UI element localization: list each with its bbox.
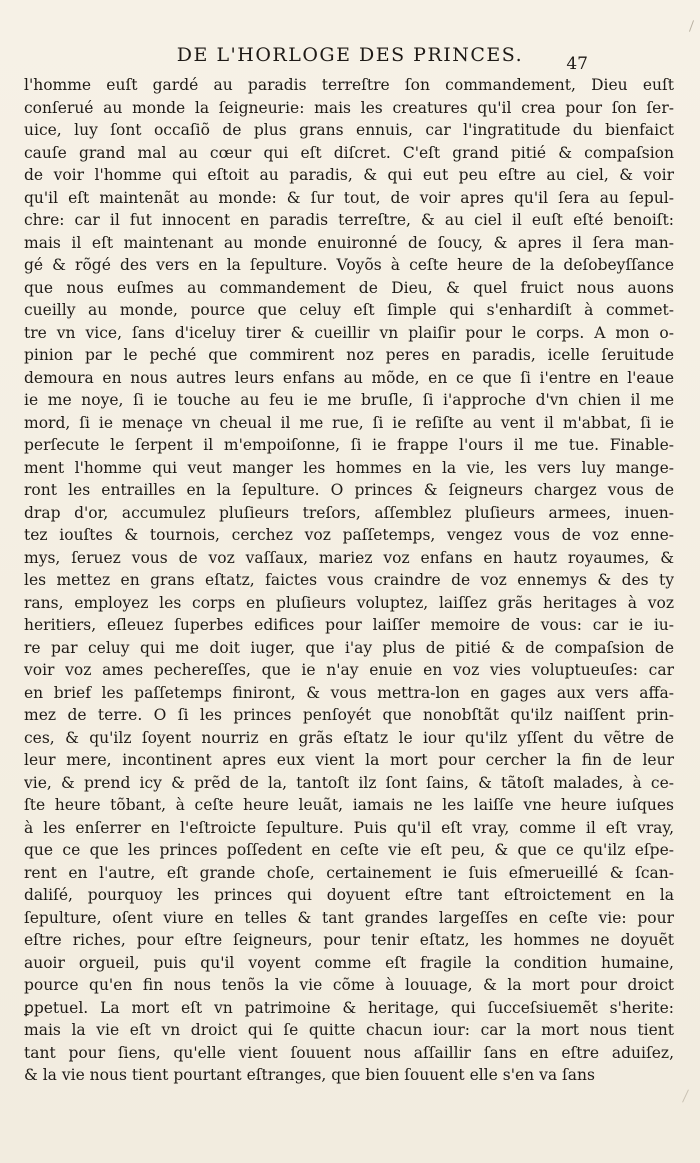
text-line: pinion par le peché que commirent noz peres en paradis, icelle ſeruitude	[24, 346, 674, 364]
text-line: voir voz ames pechereſſes, que ie n'ay enuie en voz vies voluptueuſes: car	[24, 661, 674, 679]
text-line: les mettez en grans eſtatz, faictes vous craindre de voz ennemys & des ty	[24, 571, 674, 589]
text-line: ment l'homme qui veut manger les hommes en la vie, les vers luy mange-	[24, 458, 674, 477]
text-line: leur mere, incontinent apres eux vient la mort pour cercher la fin de leur	[24, 751, 674, 769]
text-line: re par celuy qui me doit iuger, que i'ay plus de pitié & de compaſsion de	[24, 638, 674, 657]
text-line: l'homme euſt gardé au paradis terreſtre ſon commandement, Dieu euſt	[24, 76, 674, 94]
text-line: que ce que les princes poſſedent en ceſte vie eſt peu, & que ce qu'ilz eſpe-	[24, 841, 674, 859]
text-line: uice, luy ſont occaſiõ de plus grans ennuis, car l'ingratitude du bienfaict	[24, 121, 674, 139]
text-line: & la vie nous tient pourtant eſtranges, que bien ſouuent elle s'en va ſans	[24, 1066, 595, 1084]
body-text	[24, 74, 674, 1087]
text-line: daliſé, pourquoy les princes qui doyuent eſtre tant eſtroictement en la	[24, 886, 674, 904]
text-line: drap d'or, accumulez pluſieurs treſors, aſſemblez pluſieurs armees, inuen-	[24, 503, 674, 522]
text-line: auoir orgueil, puis qu'il voyent comme eſt fragile la condition humaine,	[24, 953, 674, 972]
edge-mark	[689, 20, 694, 32]
text-line: tre vn vice, ſans d'iceluy tirer & cueillir vn plaiſir pour le corps. A mon o-	[24, 323, 674, 342]
edge-mark	[682, 1089, 689, 1102]
text-line: conſerué au monde la ſeigneurie: mais les creatures qu'il crea pour ſon ſer-	[24, 98, 674, 117]
text-line: ſepulture, oſent viure en telles & tant grandes largeſſes en ceſte vie: pour	[24, 908, 674, 927]
text-line: ie me noye, ſi ie touche au feu ie me bruſle, ſi i'approche d'vn chien il me	[24, 391, 674, 409]
text-line: qu'il eſt maintenãt au monde: & ſur tout, de voir apres qu'il ſera au ſepul-	[24, 188, 674, 207]
text-line: que nous euſmes au commandement de Dieu, & quel fruict nous auons	[24, 278, 674, 297]
text-line: heritiers, eſleuez ſuperbes edifices pour laiſſer memoire de vous: car ie iu-	[24, 616, 674, 634]
text-line: pource qu'en fin nous tenõs la vie cõme à louuage, & la mort pour droict	[24, 976, 674, 994]
text-line: tant pour ſiens, qu'elle vient ſouuent nous aſſaillir ſans en eſtre aduiſez,	[24, 1043, 674, 1062]
page-number: 47	[566, 54, 588, 74]
text-line: mord, ſi ie menaçe vn cheual il me rue, ſi ie reſiſte au vent il m'abbat, ſi ie	[24, 413, 674, 432]
text-line: ces, & qu'ilz ſoyent nourriz en grãs eſtatz le iour qu'ilz yſſent du vẽtre de	[24, 728, 674, 747]
text-line: perſecute le ſerpent il m'empoiſonne, ſi ie frappe l'ours il me tue. Finable-	[24, 436, 674, 454]
text-line: en brief les paſſetemps finiront, & vous mettra-lon en gages aux vers affa-	[24, 683, 674, 702]
running-title: DE L'HORLOGE DES PRINCES.	[176, 44, 524, 66]
text-line: cueilly au monde, pource que celuy eſt ſimple qui s'enhardiſt à commet-	[24, 301, 674, 319]
text-line: vie, & prend icy & prẽd de la, tantoſt ilz ſont ſains, & tãtoſt malades, à ce-	[24, 773, 674, 792]
text-line: à les enſerrer en l'eſtroicte ſepulture. Puis qu'il eſt vray, comme il eſt vray,	[24, 818, 674, 837]
text-line: de voir l'homme qui eſtoit au paradis, & qui eut peu eſtre au ciel, & voir	[24, 166, 674, 184]
text-line: ꝑpetuel. La mort eſt vn patrimoine & heritage, qui ſucceſsiuemẽt s'herite:	[24, 998, 674, 1017]
text-line: gé & rõgé des vers en la ſepulture. Voyõs à ceſte heure de la deſobeyſſance	[24, 256, 674, 274]
text-line: ront les entrailles en la ſepulture. O princes & ſeigneurs chargez vous de	[24, 481, 674, 499]
text-line: mez de terre. O ſi les princes penſoyét que nonobſtãt qu'ilz naiſſent prin-	[24, 706, 674, 724]
text-line: cauſe grand mal au cœur qui eſt diſcret. C'eſt grand pitié & compaſsion	[24, 143, 674, 162]
text-line: rent en l'autre, eſt grande choſe, certainement ie ſuis eſmerueillé & ſcan-	[24, 863, 674, 882]
text-line: tez iouſtes & tournois, cerchez voz paſſetemps, vengez vous de voz enne-	[24, 526, 674, 544]
text-line: mys, ſeruez vous de voz vaſſaux, mariez voz enfans en hautz royaumes, &	[24, 548, 674, 567]
text-line: demoura en nous autres leurs enfans au mõde, en ce que ſi i'entre en l'eaue	[24, 368, 674, 387]
text-line: eſtre riches, pour eſtre ſeigneurs, pour tenir eſtatz, les hommes ne doyuẽt	[24, 931, 674, 949]
text-line: mais la vie eſt vn droict qui ſe quitte chacun iour: car la mort nous tient	[24, 1021, 674, 1039]
text-line: rans, employez les corps en pluſieurs voluptez, laiſſez grãs heritages à voz	[24, 593, 674, 612]
text-line: chre: car il fut innocent en paradis terreſtre, & au ciel il euſt eſté benoiſt:	[24, 211, 674, 229]
text-line: mais il eſt maintenant au monde enuironné de ſoucy, & apres il ſera man-	[24, 233, 674, 252]
text-line: ſte heure tõbant, à ceſte heure leuãt, iamais ne les laiſſe vne heure iuſques	[24, 796, 674, 814]
